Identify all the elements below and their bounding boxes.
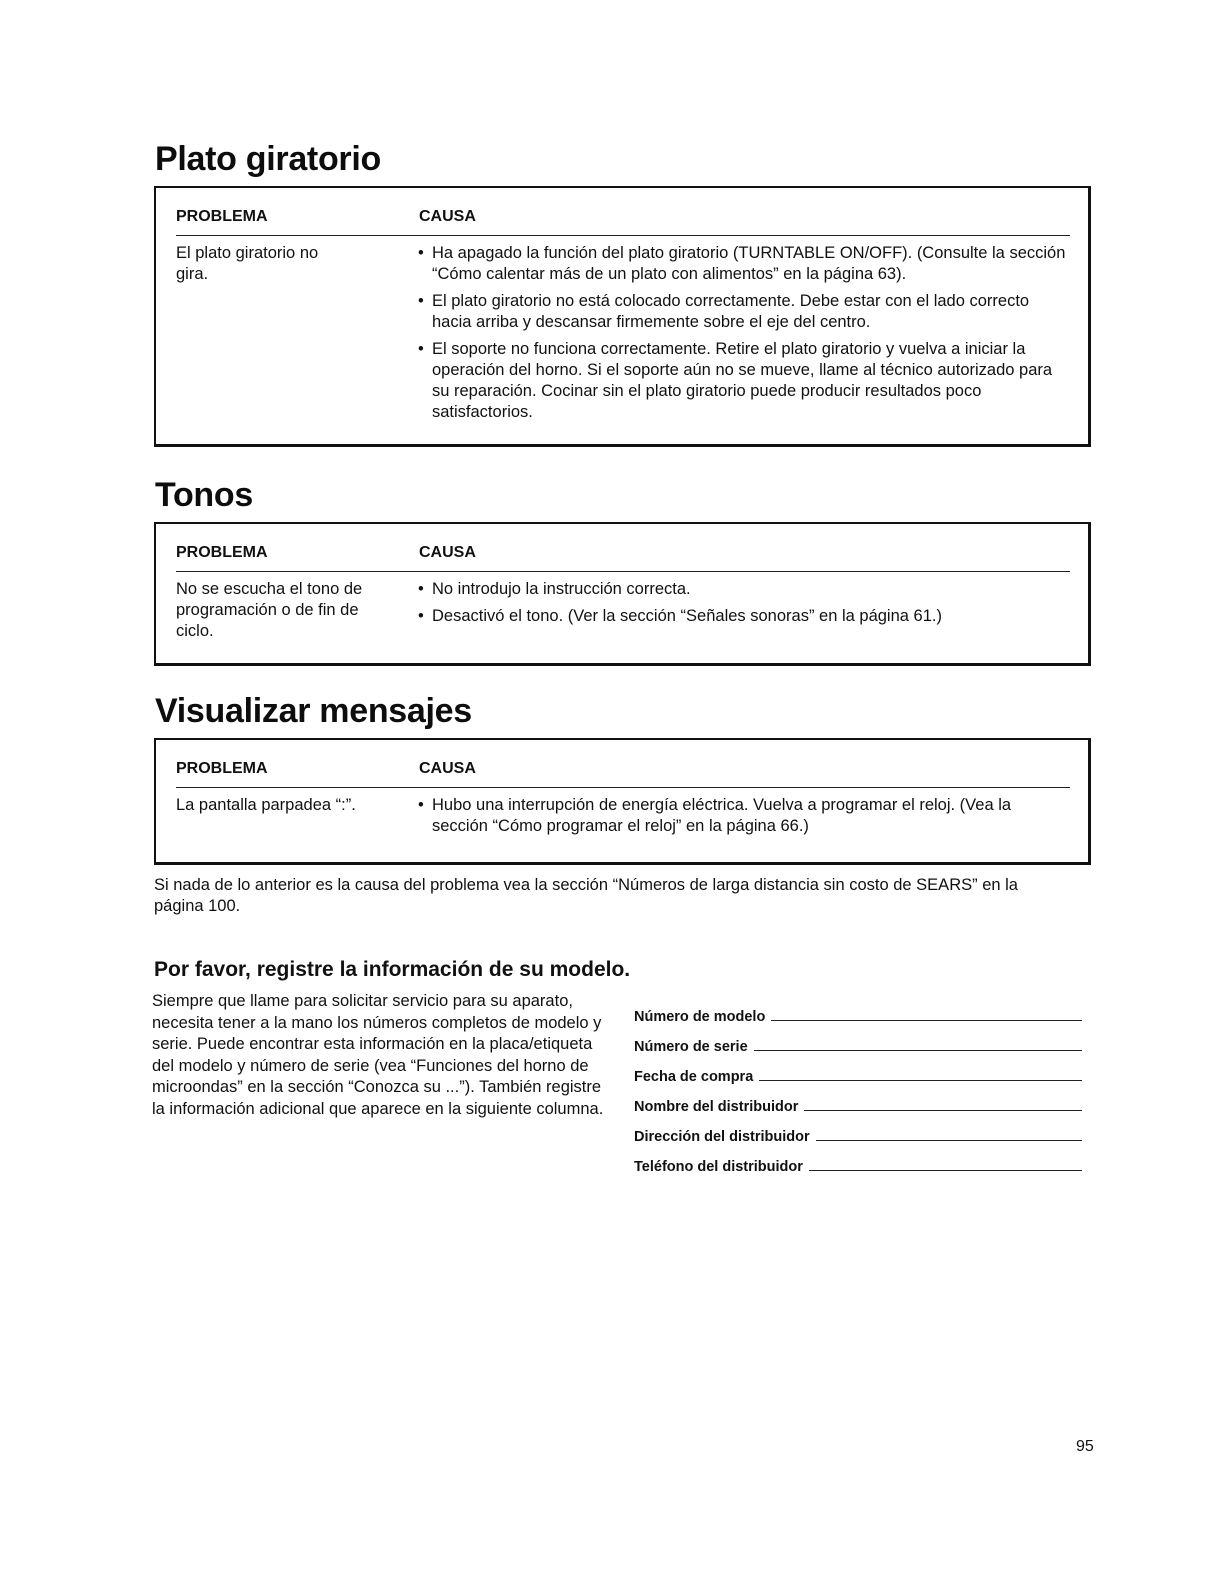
write-in-line bbox=[754, 1050, 1082, 1051]
cause-item: • El soporte no funciona correctamente. Retire el plato giratorio y vuelva a iniciar la operación del horno. Si el soporte aún no se mueve, llame al técnico autorizado para su reparación. Cocinar sin el plato giratorio puede producir resultados poco satisfactorios. bbox=[418, 339, 1068, 423]
cause-item: • Ha apagado la función del plato giratorio (TURNTABLE ON/OFF). (Consulte la sección “Cómo calentar más de un plato con alimentos” en la página 63). bbox=[418, 243, 1068, 285]
write-in-line bbox=[771, 1020, 1082, 1021]
problem-text: El plato giratorio no gira. bbox=[176, 244, 319, 283]
write-in-line bbox=[816, 1140, 1082, 1141]
cause-item: • El plato giratorio no está colocado correctamente. Debe estar con el lado correcto hacia arriba y descansar firmemente sobre el eje del centro. bbox=[418, 291, 1068, 333]
problem-header: PROBLEMA bbox=[176, 544, 268, 561]
registration-text: Siempre que llame para solicitar servicio para su aparato, necesita tener a la mano los números completos de modelo y serie. Puede encontrar esta información en la placa/etiqueta del modelo y número de serie (vea “Funciones del horno de microondas” en la sección “Conozca su ...”). También registre la información adicional que aparece en la siguiente columna. bbox=[152, 992, 604, 1118]
header-divider bbox=[176, 235, 1070, 236]
cause-header: CAUSA bbox=[419, 760, 476, 777]
troubleshooting-table-visualizar-mensajes bbox=[154, 738, 1091, 865]
field-label: Número de serie bbox=[634, 1039, 748, 1055]
field-label: Número de modelo bbox=[634, 1009, 766, 1025]
cause-list bbox=[418, 243, 1068, 429]
field-label: Dirección del distribuidor bbox=[634, 1129, 810, 1145]
dealer-address-field bbox=[634, 1115, 1082, 1145]
problem-text: No se escucha el tono de programación o de fin de ciclo. bbox=[176, 580, 363, 640]
section-title-tonos: Tonos bbox=[155, 476, 253, 514]
purchase-date-field bbox=[634, 1055, 1082, 1085]
write-in-line bbox=[809, 1170, 1082, 1171]
cause-item: • Hubo una interrupción de energía eléctrica. Vuelva a programar el reloj. (Vea la sección “Cómo programar el reloj” en la página 66.) bbox=[418, 795, 1038, 837]
troubleshooting-table-tonos bbox=[154, 522, 1091, 666]
field-label: Teléfono del distribuidor bbox=[634, 1159, 803, 1175]
registration-form bbox=[634, 995, 1082, 1175]
field-label: Fecha de compra bbox=[634, 1069, 754, 1085]
support-note: Si nada de lo anterior es la causa del problema vea la sección “Números de larga distancia sin costo de SEARS” en la página 100. bbox=[154, 876, 1018, 915]
problem-header: PROBLEMA bbox=[176, 760, 268, 777]
section-title-plato-giratorio: Plato giratorio bbox=[155, 140, 381, 178]
cause-item: • Desactivó el tono. (Ver la sección “Señales sonoras” en la página 61.) bbox=[418, 606, 1068, 627]
problem-text: La pantalla parpadea “:”. bbox=[176, 796, 356, 814]
cause-header: CAUSA bbox=[419, 544, 476, 561]
write-in-line bbox=[804, 1110, 1082, 1111]
model-number-field bbox=[634, 995, 1082, 1025]
page-number: 95 bbox=[1076, 1438, 1094, 1455]
section-title-visualizar-mensajes: Visualizar mensajes bbox=[155, 692, 472, 730]
field-label: Nombre del distribuidor bbox=[634, 1099, 799, 1115]
troubleshooting-table-plato-giratorio bbox=[154, 186, 1091, 447]
header-divider bbox=[176, 571, 1070, 572]
serial-number-field bbox=[634, 1025, 1082, 1055]
header-divider bbox=[176, 787, 1070, 788]
write-in-line bbox=[759, 1080, 1082, 1081]
cause-header: CAUSA bbox=[419, 208, 476, 225]
problem-header: PROBLEMA bbox=[176, 208, 268, 225]
cause-item: • No introdujo la instrucción correcta. bbox=[418, 579, 1068, 600]
dealer-name-field bbox=[634, 1085, 1082, 1115]
cause-list bbox=[418, 795, 1038, 843]
registration-title: Por favor, registre la información de su modelo. bbox=[154, 958, 631, 981]
dealer-phone-field bbox=[634, 1145, 1082, 1175]
cause-list bbox=[418, 579, 1068, 633]
